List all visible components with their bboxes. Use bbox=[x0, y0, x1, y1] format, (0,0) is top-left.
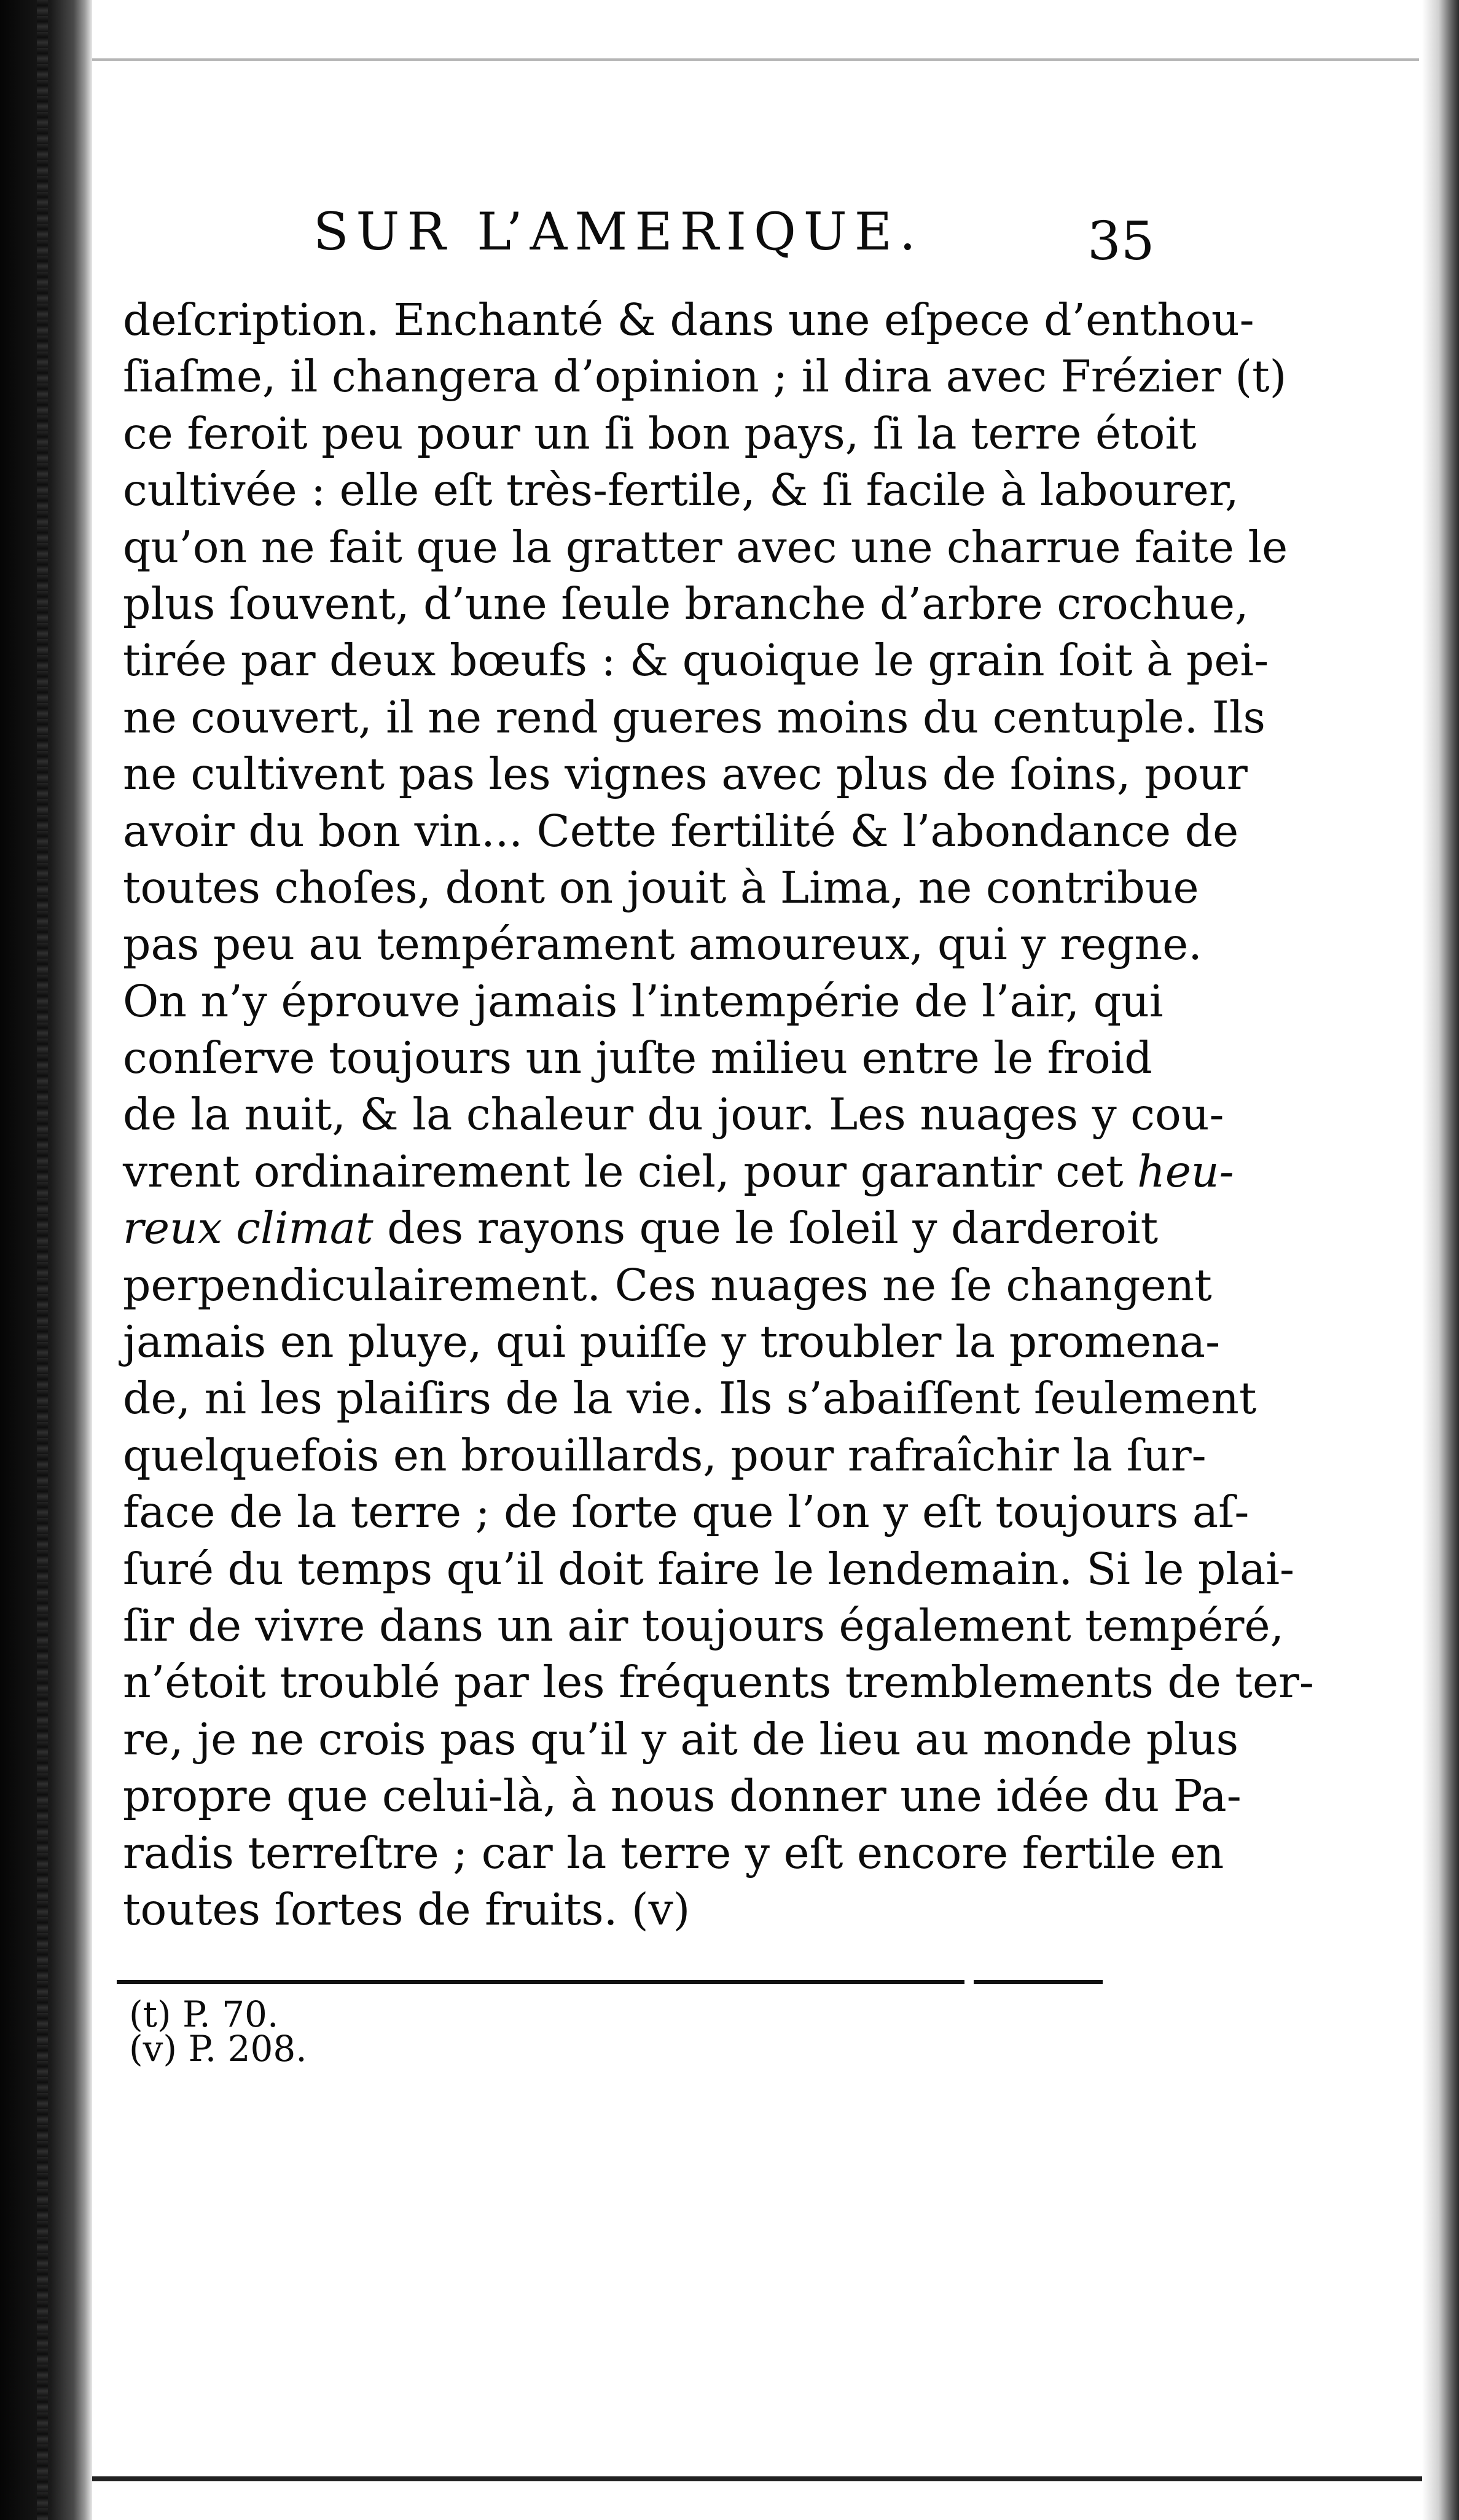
footnote-t: (t) P. 70. bbox=[129, 1993, 279, 2035]
body-text bbox=[123, 292, 1314, 1938]
text-line: ne couvert, il ne rend gueres moins du centuple. Ils bbox=[123, 691, 1265, 743]
text-line: quelquefois en brouillards, pour rafraîchir la ſur- bbox=[123, 1429, 1207, 1481]
text-line: ſir de vivre dans un air toujours également tempéré, bbox=[123, 1600, 1285, 1651]
text-line: plus ſouvent, d’une ſeule branche d’arbre crochue, bbox=[123, 578, 1249, 629]
book-binding-edge bbox=[0, 0, 92, 2520]
page-number: 35 bbox=[1087, 211, 1155, 272]
text-line: conſerve toujours un juſte milieu entre le froid bbox=[123, 1032, 1152, 1084]
text-line: cultivée : elle eſt très-fertile, & ſi facile à labourer, bbox=[123, 465, 1239, 516]
text-line: avoir du bon vin... Cette fertilité & l’abondance de bbox=[123, 805, 1239, 857]
text-line: re, je ne crois pas qu’il y ait de lieu au monde plus bbox=[123, 1713, 1239, 1765]
text-line: n’étoit troublé par les fréquents tremblements de ter- bbox=[123, 1657, 1314, 1708]
text-line: tirée par deux bœufs : & quoique le grain ſoit à pei- bbox=[123, 635, 1269, 686]
text-line: ce feroit peu pour un ſi bon pays, ſi la terre étoit bbox=[123, 407, 1197, 459]
italic-phrase: reux climat bbox=[123, 1203, 374, 1254]
text-line: propre que celui-là, à nous donner une idée du Pa- bbox=[123, 1770, 1242, 1822]
text-line-with-italic bbox=[123, 1200, 1159, 1257]
text-line-last: toutes ſortes de fruits. (v) bbox=[123, 1883, 690, 1935]
text-segment: vrent ordinairement le ciel, pour garantir cet bbox=[123, 1145, 1124, 1197]
text-line: perpendiculairement. Ces nuages ne ſe changent bbox=[123, 1259, 1212, 1311]
text-line: de, ni les plaiſirs de la vie. Ils s’abaiſſent ſeulement bbox=[123, 1373, 1257, 1424]
text-line: toutes choſes, dont on jouit à Lima, ne contribue bbox=[123, 862, 1199, 913]
text-line: deſcription. Enchanté & dans une eſpece d’enthou- bbox=[123, 294, 1254, 345]
text-line: pas peu au tempérament amoureux, qui y regne. bbox=[123, 919, 1202, 970]
footnote-v: (v) P. 208. bbox=[129, 2028, 307, 2070]
page-top-edge bbox=[92, 58, 1419, 61]
text-line-with-italic bbox=[123, 1144, 1234, 1200]
text-line: qu’on ne fait que la gratter avec une charrue faite le bbox=[123, 521, 1288, 573]
text-line: face de la terre ; de ſorte que l’on y eſt toujours aſ- bbox=[123, 1486, 1250, 1538]
text-line: radis terreſtre ; car la terre y eſt encore fertile en bbox=[123, 1827, 1224, 1878]
running-head: SUR L’AMERIQUE. bbox=[313, 202, 923, 262]
footnotes bbox=[129, 1993, 307, 2070]
footnote-separator-rule bbox=[117, 1980, 964, 1984]
footnote-separator-rule-short bbox=[974, 1980, 1103, 1984]
italic-phrase: heu- bbox=[1137, 1145, 1234, 1197]
text-line: ſiaſme, il changera d’opinion ; il dira avec Frézier (t) bbox=[123, 351, 1287, 402]
page-right-edge bbox=[1422, 0, 1459, 2520]
text-line: ſuré du temps qu’il doit faire le lendemain. Si le plai- bbox=[123, 1543, 1295, 1595]
text-line: ne cultivent pas les vignes avec plus de ſoins, pour bbox=[123, 748, 1248, 800]
text-line: jamais en pluye, qui puiſſe y troubler la promena- bbox=[123, 1316, 1221, 1368]
text-segment: des rayons que le ſoleil y darderoit bbox=[373, 1203, 1159, 1254]
page-bottom-edge bbox=[92, 2476, 1422, 2481]
text-line: On n’y éprouve jamais l’intempérie de l’air, qui bbox=[123, 975, 1164, 1027]
text-line: de la nuit, & la chaleur du jour. Les nuages y cou- bbox=[123, 1089, 1224, 1140]
